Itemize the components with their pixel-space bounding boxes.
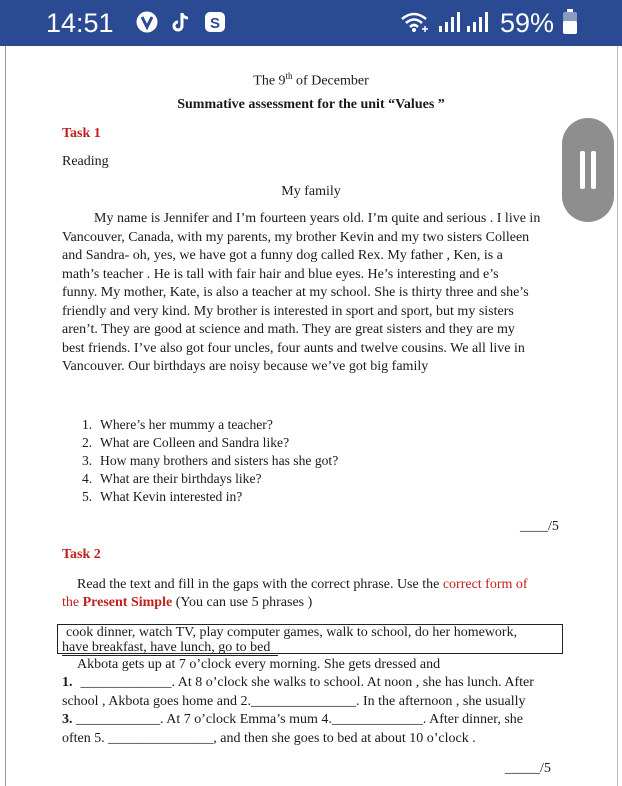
- gap-text-line: Akbota gets up at 7 o’clock every morning. She gets dressed and: [77, 657, 441, 672]
- list-item: [82, 452, 338, 470]
- list-item: [82, 470, 262, 488]
- tiktok-icon: [170, 11, 192, 33]
- paragraph-line: Vancouver, Canada, with my parents, my brother Kevin and my two sisters Colleen: [62, 230, 530, 245]
- s-app-icon: [204, 11, 226, 33]
- paragraph-line: math’s teacher . He is tall with fair hair and blue eyes. He’s interesting and e’s: [62, 267, 499, 282]
- gap-text: _______________, and then she goes to bed at about 10 o’clock .: [108, 731, 476, 746]
- paragraph-line: best friends. I’ve also got four uncles, four aunts and twelve cousins. We all live in: [62, 341, 525, 356]
- gap-text: _____________. At 8 o’clock she walks to school. At noon , she has lunch. After: [80, 675, 534, 690]
- gap-text-line: [62, 674, 534, 692]
- task2-heading: Task 2: [62, 547, 101, 562]
- date-suffix: of December: [292, 73, 369, 89]
- task1-score: ____/5: [520, 519, 559, 534]
- story-title: My family: [281, 184, 341, 199]
- paragraph-line: and Sandra- oh, yes, we have got a funny dog called Rex. My father , Ken, is a: [62, 248, 503, 263]
- battery-icon: [562, 9, 578, 35]
- instruction-tense: Present Simple: [82, 595, 173, 610]
- gap-text: ____________. At 7 o’clock Emma’s mum 4.: [76, 712, 332, 727]
- wifi-icon: [400, 11, 430, 33]
- gap-text-line: [62, 693, 526, 711]
- document-title: Summative assessment for the unit “Values ”: [177, 97, 445, 112]
- instruction-text: (You can use 5 phrases ): [172, 595, 313, 610]
- phrase-list-line: have breakfast, have lunch, go to bed: [62, 640, 271, 655]
- task2-instruction-line1: [77, 576, 528, 594]
- signal-icon: [466, 11, 490, 33]
- task2-instruction-line2: [62, 594, 312, 612]
- question-text: What Kevin interested in?: [100, 489, 243, 504]
- question-number: 1.: [82, 417, 93, 432]
- question-text: How many brothers and sisters has she got?: [100, 453, 339, 468]
- gap-text: often 5.: [62, 731, 109, 746]
- paragraph-line: funny. My mother, Kate, is also a teacher at my school. She is thirty three and she’s: [62, 285, 529, 300]
- list-item: [82, 434, 289, 452]
- paragraph-line: Vancouver. Our birthdays are noisy because we’ve got big family: [62, 359, 429, 374]
- gap-text: _______________. In the afternoon , she usually: [250, 694, 526, 709]
- svg-text:S: S: [209, 15, 221, 32]
- grip-line: [591, 151, 596, 189]
- signal-icon: [438, 11, 462, 33]
- gap-text: school , Akbota goes home and 2.: [62, 694, 251, 709]
- status-bar: [0, 0, 622, 46]
- list-item: [82, 488, 242, 506]
- instruction-text: Read the text and fill in the gaps with the correct phrase. Use the: [77, 577, 443, 592]
- question-number: 4.: [82, 471, 93, 486]
- gap-number: 1.: [62, 675, 73, 690]
- document-date: [0, 67, 622, 91]
- battery-percent: 59%: [500, 8, 555, 38]
- list-item: [82, 416, 273, 434]
- question-text: Where’s her mummy a teacher?: [100, 417, 273, 432]
- grip-line: [580, 151, 585, 189]
- scroll-handle[interactable]: [562, 118, 614, 222]
- task2-score: _____/5: [505, 761, 551, 776]
- task1-section: Reading: [62, 154, 109, 169]
- question-number: 2.: [82, 435, 93, 450]
- paragraph-line: My name is Jennifer and I’m fourteen years old. I’m quite and serious . I live in: [94, 211, 541, 226]
- v-app-icon: [136, 11, 158, 33]
- paragraph-line: friendly and very kind. My brother is interested in sport and sport, but my sisters: [62, 304, 514, 319]
- question-number: 3.: [82, 453, 93, 468]
- gap-text: _____________. After dinner, she: [331, 712, 524, 727]
- question-text: What are Colleen and Sandra like?: [100, 435, 290, 450]
- task1-heading: Task 1: [62, 126, 101, 141]
- gap-number: 3.: [62, 712, 76, 727]
- question-text: What are their birthdays like?: [100, 471, 262, 486]
- gap-text-line: [62, 711, 523, 729]
- phrase-list-line: cook dinner, watch TV, play computer games, walk to school, do her homework,: [66, 625, 518, 640]
- instruction-highlight: correct form of: [442, 577, 528, 592]
- date-prefix: The 9: [253, 73, 286, 89]
- gap-text-line: [62, 730, 476, 748]
- question-number: 5.: [82, 489, 93, 504]
- clock: 14:51: [46, 8, 114, 38]
- instruction-highlight: the: [62, 595, 83, 610]
- paragraph-line: aren’t. They are good at science and math. They are great sisters and they are my: [62, 322, 515, 337]
- date-superscript: th: [285, 71, 293, 81]
